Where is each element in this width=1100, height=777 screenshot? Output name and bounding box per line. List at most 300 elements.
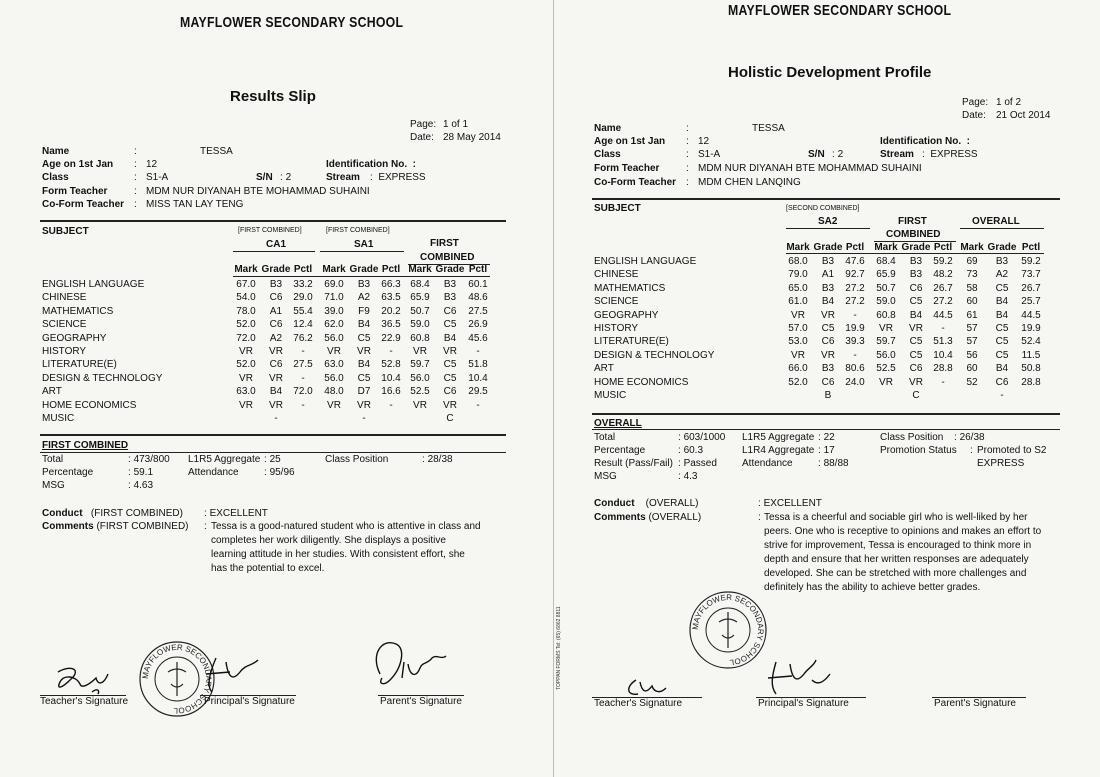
attendance-label: Attendance: [188, 467, 239, 478]
group-underline: [960, 228, 1044, 229]
table-cell: 11.5: [1021, 349, 1041, 361]
subject-name: CHINESE: [42, 292, 87, 304]
table-cell: C5: [909, 349, 923, 361]
summary-heading: FIRST COMBINED: [42, 440, 129, 451]
group-sa1: SA1: [354, 239, 374, 250]
table-cell: 79.0: [788, 269, 808, 281]
percentage-label: Percentage: [594, 445, 646, 456]
class-position-label: Class Position: [325, 454, 389, 465]
table-cell: 73.7: [1021, 269, 1041, 281]
table-cell: -: [853, 309, 857, 321]
conduct-value: : EXCELLENT: [758, 498, 822, 509]
msg-label: MSG: [42, 480, 65, 491]
page-value: 1 of 2: [996, 97, 1022, 108]
table-cell: C6: [443, 305, 457, 317]
table-cell: 28.8: [1021, 376, 1041, 388]
subject-name: SCIENCE: [42, 319, 87, 331]
group-combined: COMBINED: [420, 252, 475, 263]
l1r5-value: : 25: [264, 454, 281, 465]
table-cell: 26.7: [1021, 282, 1041, 294]
colon: :: [686, 136, 689, 147]
subject-name: HISTORY: [42, 346, 87, 357]
msg-value: : 4.3: [678, 471, 698, 482]
subject-name: CHINESE: [594, 269, 639, 281]
table-cell: D7: [357, 386, 371, 398]
page-value: 1 of 1: [443, 119, 469, 130]
group-underline: [786, 228, 870, 229]
table-cell: 68.0: [788, 256, 808, 267]
table-cell: C6: [269, 319, 283, 331]
group-ca1: CA1: [266, 239, 287, 250]
table-cell: 36.5: [381, 319, 401, 331]
column-header: Grade: [813, 242, 843, 253]
table-cell: 52.4: [1021, 336, 1041, 348]
table-cell: 60: [966, 296, 978, 308]
attendance-label: Attendance: [742, 458, 793, 469]
table-cell: VR: [879, 323, 893, 334]
group-combined: COMBINED: [886, 229, 941, 240]
table-cell: B3: [821, 363, 835, 375]
student-class: S1-A: [146, 172, 169, 183]
group-sa2: SA2: [818, 216, 838, 227]
id-label: Identification No. :: [326, 159, 416, 170]
class-position-label: Class Position: [880, 432, 944, 443]
conduct-label: Conduct (OVERALL): [594, 498, 699, 509]
table-cell: 50.7: [410, 305, 430, 317]
column-header: Grade: [261, 264, 291, 275]
teacher-signature-label: Teacher's Signature: [594, 698, 683, 709]
table-cell: VR: [269, 346, 283, 357]
subject-name: LITERATURE(E): [42, 359, 117, 371]
table-cell: VR: [357, 346, 371, 357]
summary-rule: [40, 452, 506, 453]
svg-text:MAYFLOWER SECONDARY SCHOOL: MAYFLOWER SECONDARY SCHOOL: [140, 642, 214, 716]
teacher-signature-mark: [622, 676, 670, 698]
table-cell: VR: [413, 399, 427, 411]
table-cell: C6: [269, 359, 283, 371]
stream-label: Stream: [880, 149, 914, 160]
table-cell: -: [362, 413, 366, 424]
principal-signature-mark: [196, 652, 266, 696]
total-label: Total: [42, 454, 64, 465]
co-form-teacher-label: Co-Form Teacher: [594, 177, 677, 188]
table-cell: 22.9: [381, 332, 401, 344]
table-cell: 27.2: [933, 296, 953, 308]
column-header: Pctl: [381, 264, 401, 275]
date-value: 21 Oct 2014: [996, 110, 1051, 121]
table-cell: 27.2: [845, 282, 865, 294]
co-form-teacher: MDM CHEN LANQING: [698, 177, 801, 188]
column-header: Pctl: [468, 264, 488, 275]
table-cell: 57: [966, 336, 978, 348]
table-cell: 27.2: [845, 296, 865, 308]
table-cell: -: [301, 399, 305, 411]
class-position-value: : 28/38: [422, 454, 453, 465]
table-cell: VR: [413, 346, 427, 357]
table-cell: 57.0: [788, 323, 808, 334]
sn-value: : 2: [280, 172, 292, 183]
table-cell: 58: [966, 282, 978, 294]
table-cell: B3: [443, 279, 457, 290]
table-cell: 59.7: [876, 336, 896, 348]
table-cell: 61: [966, 309, 978, 321]
table-cell: 76.2: [293, 332, 313, 344]
table-cell: 71.0: [324, 292, 344, 304]
table-cell: 27.5: [293, 359, 313, 371]
form-teacher-label: Form Teacher: [42, 186, 108, 197]
table-cell: 48.0: [324, 386, 344, 398]
group-overall: OVERALL: [972, 216, 1020, 227]
subject-name: HOME ECONOMICS: [594, 376, 689, 388]
form-teacher: MDM NUR DIYANAH BTE MOHAMMAD SUHAINI: [698, 163, 922, 174]
table-cell: B4: [995, 296, 1009, 308]
promotion-status-label: Promotion Status: [880, 445, 957, 456]
table-cell: A2: [995, 269, 1009, 281]
school-name: MAYFLOWER SECONDARY SCHOOL: [180, 14, 404, 31]
table-cell: C6: [821, 376, 835, 388]
table-cell: 24.0: [845, 376, 865, 388]
conduct-label: Conduct (FIRST COMBINED): [42, 508, 183, 519]
table-cell: C5: [357, 332, 371, 344]
l1r5-label: L1R5 Aggregate: [188, 454, 261, 465]
parent-signature-label: Parent's Signature: [380, 696, 462, 707]
table-cell: -: [274, 413, 278, 424]
table-cell: VR: [239, 372, 253, 384]
result-value: : Passed: [678, 458, 717, 469]
subject-name: DESIGN & TECHNOLOGY: [42, 372, 163, 384]
table-cell: VR: [239, 399, 253, 411]
table-cell: 59.0: [876, 296, 896, 308]
table-cell: 60.1: [468, 279, 488, 290]
teacher-signature-mark: [52, 662, 122, 698]
student-age: 12: [698, 136, 710, 147]
table-cell: 10.4: [381, 372, 401, 384]
table-cell: 59.0: [410, 319, 430, 331]
table-cell: B4: [995, 309, 1009, 321]
table-cell: B4: [269, 386, 283, 398]
table-cell: C6: [995, 376, 1009, 388]
table-cell: 55.4: [293, 305, 313, 317]
table-bottom-rule: [592, 413, 1060, 415]
table-cell: VR: [269, 372, 283, 384]
group-tag: [FIRST COMBINED]: [238, 227, 302, 234]
percentage-value: : 60.3: [678, 445, 704, 456]
column-header: Pctl: [845, 242, 865, 253]
profile-title: Holistic Development Profile: [728, 64, 932, 81]
colon: :: [686, 177, 689, 188]
form-teacher-label: Form Teacher: [594, 163, 660, 174]
col-header-rule: [233, 276, 490, 277]
table-cell: C: [446, 413, 454, 424]
printer-imprint: TOPPAN FORMS Tel: (65) 6862 8811: [556, 606, 562, 690]
table-cell: VR: [791, 349, 805, 361]
student-name: TESSA: [752, 123, 785, 134]
col-header-rule: [786, 253, 1044, 254]
principal-signature-mark: [762, 656, 834, 698]
table-cell: -: [941, 376, 945, 388]
date-label: Date:: [962, 110, 986, 121]
colon: :: [204, 521, 207, 532]
attendance-value: : 88/88: [818, 458, 849, 469]
table-cell: VR: [327, 346, 341, 357]
table-cell: 39.3: [845, 336, 865, 348]
table-cell: C5: [443, 319, 457, 331]
result-label: Result (Pass/Fail): [594, 458, 673, 469]
parent-signature-mark: [362, 634, 448, 694]
table-cell: C6: [821, 336, 835, 348]
group-first: FIRST: [898, 216, 927, 227]
table-cell: VR: [821, 349, 835, 361]
stream-label: Stream: [326, 172, 360, 183]
class-label: Class: [594, 149, 621, 160]
table-cell: -: [389, 346, 393, 357]
table-cell: -: [301, 372, 305, 384]
column-header: Pctl: [933, 242, 953, 253]
table-cell: 44.5: [1021, 309, 1041, 321]
table-cell: B4: [357, 319, 371, 331]
table-cell: VR: [357, 399, 371, 411]
page-label: Page:: [410, 119, 437, 130]
stream-value: : EXPRESS: [922, 149, 978, 160]
l1r4-value: : 17: [818, 445, 835, 456]
table-cell: B: [824, 390, 832, 401]
table-cell: VR: [821, 309, 835, 321]
table-cell: 51.8: [468, 359, 488, 371]
subject-name: MATHEMATICS: [42, 305, 114, 317]
table-cell: 19.9: [1021, 323, 1041, 334]
colon: :: [134, 186, 137, 197]
table-cell: VR: [269, 399, 283, 411]
subject-name: GEOGRAPHY: [594, 309, 659, 321]
table-cell: 47.6: [845, 256, 865, 267]
table-top-rule: [40, 220, 506, 222]
table-top-rule: [592, 198, 1060, 200]
attendance-value: : 95/96: [264, 467, 295, 478]
table-cell: C: [912, 390, 920, 401]
table-cell: B4: [821, 296, 835, 308]
total-label: Total: [594, 432, 616, 443]
colon: :: [134, 199, 137, 210]
table-cell: 27.5: [468, 305, 488, 317]
column-header: Mark: [874, 242, 898, 253]
subject-name: ENGLISH LANGUAGE: [594, 256, 697, 267]
age-label: Age on 1st Jan: [594, 136, 666, 147]
table-cell: 63.0: [324, 359, 344, 371]
l1r4-label: L1R4 Aggregate: [742, 445, 815, 456]
column-header: Mark: [408, 264, 432, 275]
table-cell: 59.2: [933, 256, 953, 267]
comments-label: Comments (FIRST COMBINED): [42, 521, 189, 532]
table-cell: C6: [909, 363, 923, 375]
principal-signature-label: Principal's Signature: [758, 698, 849, 709]
teacher-signature-label: Teacher's Signature: [40, 696, 129, 707]
comments-label: Comments (OVERALL): [594, 512, 702, 523]
table-cell: 78.0: [236, 305, 256, 317]
subject-name: DESIGN & TECHNOLOGY: [594, 349, 715, 361]
table-cell: 20.2: [381, 305, 401, 317]
table-cell: 19.9: [845, 323, 865, 334]
table-cell: VR: [879, 376, 893, 388]
colon: :: [758, 512, 761, 523]
subject-name: MATHEMATICS: [594, 282, 666, 294]
school-name: MAYFLOWER SECONDARY SCHOOL: [728, 2, 952, 19]
table-cell: -: [941, 323, 945, 334]
age-label: Age on 1st Jan: [42, 159, 114, 170]
sn-label: S/N: [808, 149, 825, 160]
table-cell: A1: [821, 269, 835, 281]
subject-name: ART: [594, 363, 614, 375]
table-cell: 72.0: [236, 332, 256, 344]
table-cell: C6: [269, 292, 283, 304]
percentage-value: : 59.1: [128, 467, 154, 478]
table-cell: VR: [909, 323, 923, 334]
table-cell: 65.9: [410, 292, 430, 304]
subject-header: SUBJECT: [42, 226, 89, 237]
table-cell: 28.8: [933, 363, 953, 375]
table-cell: B4: [995, 363, 1009, 375]
table-cell: B3: [821, 256, 835, 267]
promotion-colon: :: [970, 445, 973, 456]
promotion-status-value: Promoted to S2 EXPRESS: [977, 445, 1047, 469]
table-cell: C5: [909, 336, 923, 348]
table-cell: VR: [909, 376, 923, 388]
date-value: 28 May 2014: [443, 132, 501, 143]
table-cell: B4: [357, 359, 371, 371]
table-cell: 65.9: [876, 269, 896, 281]
table-cell: -: [853, 349, 857, 361]
table-cell: 33.2: [293, 279, 313, 290]
stream-value: : EXPRESS: [370, 172, 426, 183]
subject-name: SCIENCE: [594, 296, 639, 308]
subject-name: MUSIC: [42, 413, 75, 424]
percentage-label: Percentage: [42, 467, 94, 478]
table-cell: B3: [909, 256, 923, 267]
table-cell: C5: [821, 323, 835, 334]
group-tag: [FIRST COMBINED]: [326, 227, 390, 234]
table-cell: B4: [443, 332, 457, 344]
class-label: Class: [42, 172, 69, 183]
column-header: Mark: [786, 242, 810, 253]
student-name: TESSA: [200, 146, 233, 157]
table-cell: -: [476, 346, 480, 357]
principal-signature-label: Principal's Signature: [204, 696, 295, 707]
table-cell: 52.0: [788, 376, 808, 388]
co-form-teacher-label: Co-Form Teacher: [42, 199, 125, 210]
column-header: Pctl: [1021, 242, 1041, 253]
comments-text: Tessa is a good-natured student who is attentive in class and completes her work diligently. She displays a positive learning attitude in her studies. With consistent effort, she has the potential to excel.: [211, 521, 481, 574]
table-cell: 73: [966, 269, 978, 281]
table-cell: 16.6: [381, 386, 401, 398]
table-cell: 68.4: [410, 279, 430, 290]
table-cell: 80.6: [845, 363, 865, 375]
table-cell: VR: [443, 399, 457, 411]
colon: :: [686, 123, 689, 134]
table-cell: 29.5: [468, 386, 488, 398]
comments-text: Tessa is a cheerful and sociable girl who is well-liked by her peers. One who is receptive to opinions and makes an effort to strive for improvement, Tessa is encouraged to think more in depth and ensure that her written responses are adequately developed. She can be stretched with more challenges and definitely has the ability to achieve better grades.: [764, 512, 1042, 593]
table-cell: 52.0: [236, 359, 256, 371]
table-cell: 54.0: [236, 292, 256, 304]
name-label: Name: [42, 146, 70, 157]
table-cell: 39.0: [324, 305, 344, 317]
table-cell: C5: [995, 349, 1009, 361]
table-cell: 48.6: [468, 292, 488, 304]
table-cell: 45.6: [468, 332, 488, 344]
table-cell: 26.9: [468, 319, 488, 331]
table-cell: 52.0: [236, 319, 256, 331]
table-cell: VR: [443, 346, 457, 357]
subject-name: HOME ECONOMICS: [42, 399, 137, 411]
school-seal-icon: [688, 590, 768, 670]
table-cell: C5: [443, 359, 457, 371]
subject-name: ART: [42, 386, 62, 398]
table-cell: A2: [269, 332, 283, 344]
table-cell: 57: [966, 323, 978, 334]
table-cell: C5: [995, 336, 1009, 348]
svg-text:MAYFLOWER SECONDARY SCHOOL: MAYFLOWER SECONDARY SCHOOL: [690, 592, 766, 668]
table-cell: 61.0: [788, 296, 808, 308]
table-cell: 53.0: [788, 336, 808, 348]
table-cell: B3: [821, 282, 835, 294]
total-value: : 473/800: [128, 454, 170, 465]
column-header: Pctl: [293, 264, 313, 275]
table-cell: 10.4: [933, 349, 953, 361]
table-cell: 66.0: [788, 363, 808, 375]
subject-name: HISTORY: [594, 323, 639, 334]
table-cell: B4: [909, 309, 923, 321]
form-teacher: MDM NUR DIYANAH BTE MOHAMMAD SUHAINI: [146, 186, 370, 197]
page-label: Page:: [962, 97, 989, 108]
table-cell: A1: [269, 305, 283, 317]
subject-name: ENGLISH LANGUAGE: [42, 279, 145, 290]
table-cell: 56: [966, 349, 978, 361]
table-cell: A2: [357, 292, 371, 304]
table-cell: C6: [909, 282, 923, 294]
table-cell: C5: [995, 282, 1009, 294]
column-header: Mark: [322, 264, 346, 275]
group-tag: [SECOND COMBINED]: [786, 205, 860, 212]
group-first: FIRST: [430, 238, 459, 249]
co-form-teacher: MISS TAN LAY TENG: [146, 199, 244, 210]
table-cell: 51.3: [933, 336, 953, 348]
colon: :: [134, 172, 137, 183]
table-cell: C5: [995, 323, 1009, 334]
table-cell: 12.4: [293, 319, 313, 331]
group-underline: [320, 251, 404, 252]
subject-header: SUBJECT: [594, 203, 641, 214]
conduct-value: : EXCELLENT: [204, 508, 268, 519]
l1r5-value: : 22: [818, 432, 835, 443]
column-header: Mark: [234, 264, 258, 275]
table-cell: B3: [443, 292, 457, 304]
table-cell: C5: [357, 372, 371, 384]
table-cell: C6: [443, 386, 457, 398]
table-cell: B3: [995, 256, 1009, 267]
table-cell: -: [301, 346, 305, 357]
table-cell: 52.5: [410, 386, 430, 398]
table-cell: 48.2: [933, 269, 953, 281]
column-header: Grade: [901, 242, 931, 253]
table-cell: 50.8: [1021, 363, 1041, 375]
table-cell: C5: [443, 372, 457, 384]
date-label: Date:: [410, 132, 434, 143]
table-cell: F9: [358, 305, 370, 317]
subject-name: LITERATURE(E): [594, 336, 669, 348]
table-cell: VR: [239, 346, 253, 357]
table-cell: 60: [966, 363, 978, 375]
table-cell: 29.0: [293, 292, 313, 304]
table-bottom-rule: [40, 434, 506, 436]
table-cell: 62.0: [324, 319, 344, 331]
